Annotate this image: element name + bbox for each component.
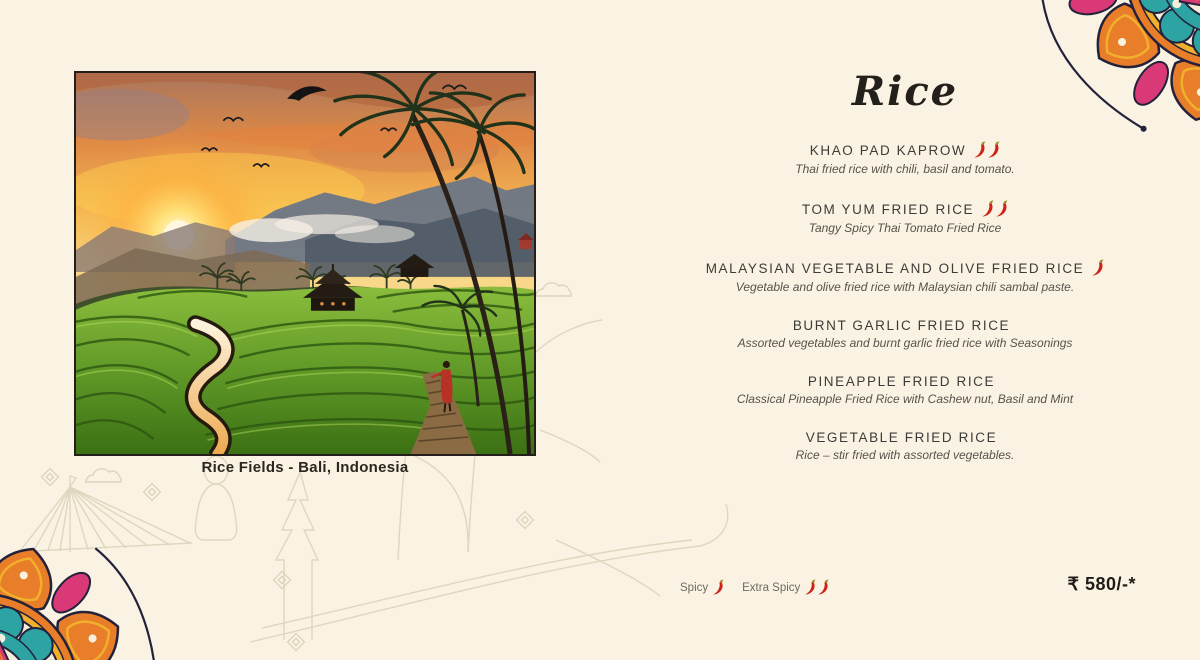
dish-description: Rice – stir fried with assorted vegetables. <box>795 448 1015 462</box>
menu-item <box>640 141 1170 176</box>
chili-icon <box>987 141 1000 159</box>
menu-item <box>640 430 1170 462</box>
spice-level <box>981 200 1008 218</box>
dish-description: Tangy Spicy Thai Tomato Fried Rice <box>808 221 1002 235</box>
chili-icon-group <box>804 579 829 596</box>
chili-icon-group <box>712 579 724 596</box>
dish-description: Thai fried rice with chili, basil and tomato. <box>795 162 1015 176</box>
menu-item <box>640 259 1170 294</box>
menu-list <box>640 141 1170 462</box>
menu-title: Rice <box>851 68 959 115</box>
dish-name: TOM YUM FRIED RICE <box>801 201 975 217</box>
rice-fields-photo <box>74 71 536 456</box>
legend-extra-spicy-label: Extra Spicy <box>742 581 801 594</box>
chili-icon <box>712 579 724 596</box>
chili-icon <box>817 579 829 596</box>
spice-level <box>1091 259 1104 277</box>
chili-icon <box>995 200 1008 218</box>
dish-description: Classical Pineapple Fried Rice with Cashew nut, Basil and Mint <box>736 392 1074 406</box>
menu-item <box>640 318 1170 350</box>
legend-spicy-label: Spicy <box>680 581 709 594</box>
dish-name: VEGETABLE FRIED RICE <box>805 430 998 445</box>
photo-caption: Rice Fields - Bali, Indonesia <box>201 459 409 476</box>
chili-icon <box>973 141 986 159</box>
dish-name: PINEAPPLE FRIED RICE <box>807 374 996 389</box>
legend-extra-spicy <box>742 579 829 596</box>
dish-description: Assorted vegetables and burnt garlic fried rice with Seasonings <box>737 336 1073 350</box>
legend-spicy <box>680 579 724 596</box>
chili-icon <box>1091 259 1104 277</box>
menu-item <box>640 374 1170 406</box>
menu-item <box>640 200 1170 235</box>
dish-name: KHAO PAD KAPROW <box>809 142 967 158</box>
spice-legend <box>680 579 829 596</box>
chili-icon <box>804 579 816 596</box>
dish-description: Vegetable and olive fried rice with Malaysian chili sambal paste. <box>735 280 1075 294</box>
spice-level <box>973 141 1000 159</box>
dish-name: MALAYSIAN VEGETABLE AND OLIVE FRIED RICE <box>705 260 1085 276</box>
menu-section <box>640 0 1170 486</box>
chili-icon <box>981 200 994 218</box>
price-label: ₹ 580/-* <box>1067 574 1136 594</box>
dish-name: BURNT GARLIC FRIED RICE <box>792 318 1011 333</box>
